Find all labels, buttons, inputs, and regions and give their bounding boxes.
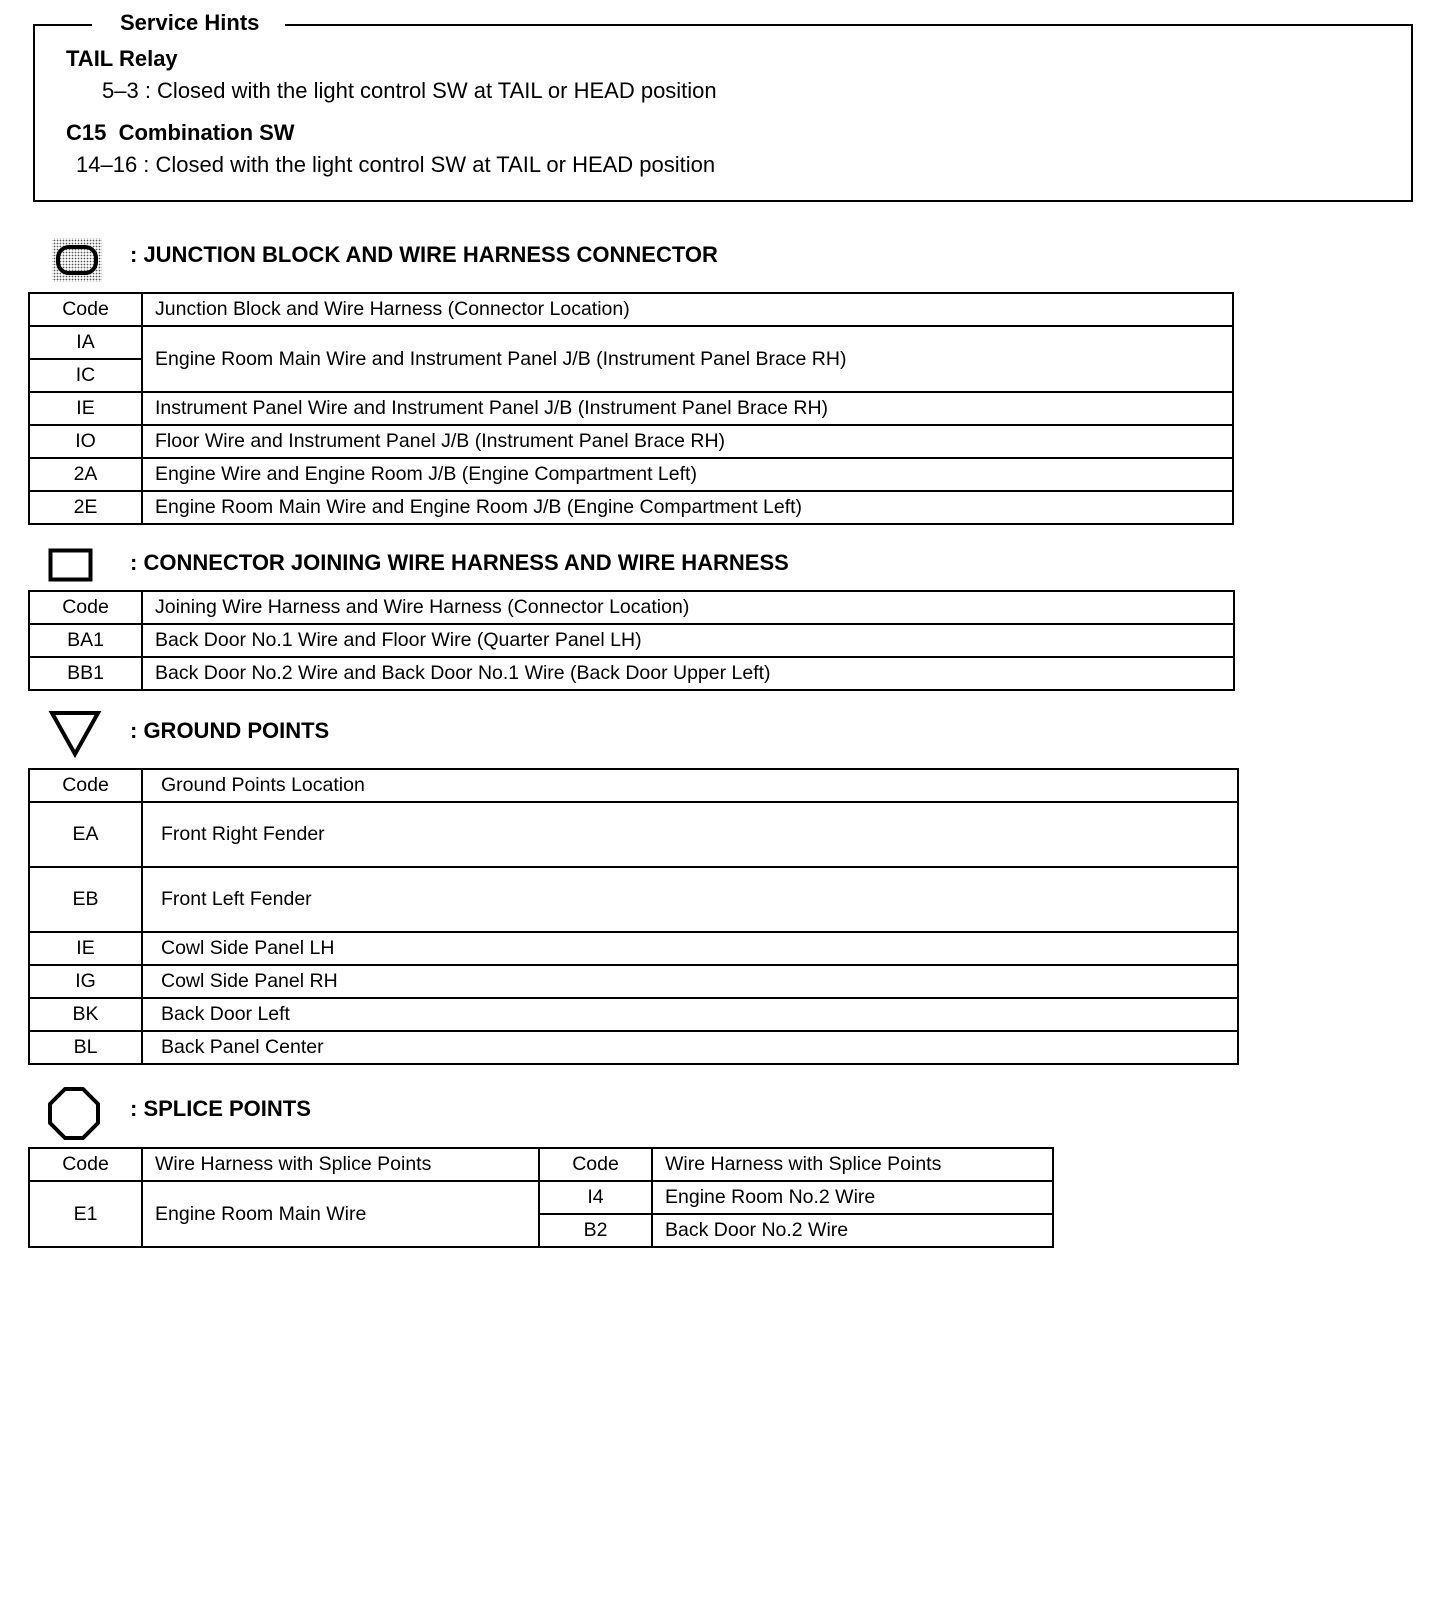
splice-table bbox=[28, 1147, 1054, 1248]
table-row bbox=[29, 932, 1238, 965]
connector-section-title: : CONNECTOR JOINING WIRE HARNESS AND WIRE HARNESS bbox=[130, 550, 789, 575]
table-row bbox=[29, 458, 1233, 491]
table-row bbox=[29, 425, 1233, 458]
code-cell: 2A bbox=[29, 458, 142, 491]
code-cell: E1 bbox=[29, 1181, 142, 1247]
table-row bbox=[29, 326, 1233, 359]
code-header: Code bbox=[29, 591, 142, 624]
table-row bbox=[29, 998, 1238, 1031]
table-row bbox=[29, 965, 1238, 998]
description-cell: Engine Wire and Engine Room J/B (Engine Compartment Left) bbox=[142, 458, 1233, 491]
code-cell: IE bbox=[29, 932, 142, 965]
code-header: Code bbox=[539, 1148, 652, 1181]
code-cell: BA1 bbox=[29, 624, 142, 657]
description-header: Junction Block and Wire Harness (Connector Location) bbox=[142, 293, 1233, 326]
splice-octagon-icon bbox=[46, 1086, 104, 1144]
table-header-row bbox=[29, 1148, 1053, 1181]
code-cell: IA bbox=[29, 326, 142, 359]
connector-square-icon bbox=[48, 548, 96, 584]
code-cell: IO bbox=[29, 425, 142, 458]
code-header: Code bbox=[29, 1148, 142, 1181]
hint-text-combination-sw: 14–16 : Closed with the light control SW at TAIL or HEAD position bbox=[76, 152, 716, 177]
ground-section-title: : GROUND POINTS bbox=[130, 718, 330, 743]
code-cell: BB1 bbox=[29, 657, 142, 690]
service-hints-title: Service Hints bbox=[92, 10, 285, 36]
code-cell: B2 bbox=[539, 1214, 652, 1247]
description-cell: Front Left Fender bbox=[142, 867, 1238, 932]
description-header: Ground Points Location bbox=[142, 769, 1238, 802]
description-header: Wire Harness with Splice Points bbox=[142, 1148, 539, 1181]
description-cell: Back Door No.1 Wire and Floor Wire (Quarter Panel LH) bbox=[142, 624, 1234, 657]
code-cell: BK bbox=[29, 998, 142, 1031]
table-row bbox=[29, 1181, 1053, 1214]
table-row bbox=[29, 867, 1238, 932]
code-header: Code bbox=[29, 769, 142, 802]
description-cell: Engine Room Main Wire and Engine Room J/B (Engine Compartment Left) bbox=[142, 491, 1233, 524]
code-cell: EA bbox=[29, 802, 142, 867]
table-row bbox=[29, 657, 1234, 690]
table-header-row bbox=[29, 591, 1234, 624]
description-cell: Cowl Side Panel RH bbox=[142, 965, 1238, 998]
hint-text-tail-relay: 5–3 : Closed with the light control SW at TAIL or HEAD position bbox=[102, 78, 717, 103]
table-row bbox=[29, 802, 1238, 867]
junction-block-icon bbox=[50, 236, 106, 284]
junction-table bbox=[28, 292, 1234, 525]
splice-section-title: : SPLICE POINTS bbox=[130, 1096, 311, 1121]
connector-table bbox=[28, 590, 1235, 691]
description-cell: Cowl Side Panel LH bbox=[142, 932, 1238, 965]
table-row bbox=[29, 491, 1233, 524]
description-cell: Back Panel Center bbox=[142, 1031, 1238, 1064]
description-cell: Instrument Panel Wire and Instrument Panel J/B (Instrument Panel Brace RH) bbox=[142, 392, 1233, 425]
ground-table bbox=[28, 768, 1239, 1065]
table-row bbox=[29, 392, 1233, 425]
code-cell: EB bbox=[29, 867, 142, 932]
code-header: Code bbox=[29, 293, 142, 326]
description-header: Joining Wire Harness and Wire Harness (Connector Location) bbox=[142, 591, 1234, 624]
description-cell: Engine Room Main Wire and Instrument Panel J/B (Instrument Panel Brace RH) bbox=[142, 326, 1233, 392]
description-header: Wire Harness with Splice Points bbox=[652, 1148, 1053, 1181]
junction-section-title: : JUNCTION BLOCK AND WIRE HARNESS CONNECTOR bbox=[130, 242, 718, 267]
description-cell: Back Door Left bbox=[142, 998, 1238, 1031]
description-cell: Back Door No.2 Wire bbox=[652, 1214, 1053, 1247]
description-cell: Front Right Fender bbox=[142, 802, 1238, 867]
ground-triangle-icon bbox=[48, 710, 104, 758]
table-row bbox=[29, 624, 1234, 657]
description-cell: Floor Wire and Instrument Panel J/B (Instrument Panel Brace RH) bbox=[142, 425, 1233, 458]
description-cell: Engine Room Main Wire bbox=[142, 1181, 539, 1247]
table-row bbox=[29, 1031, 1238, 1064]
code-cell: IG bbox=[29, 965, 142, 998]
table-header-row bbox=[29, 769, 1238, 802]
code-cell: IC bbox=[29, 359, 142, 392]
description-cell: Back Door No.2 Wire and Back Door No.1 Wire (Back Door Upper Left) bbox=[142, 657, 1234, 690]
code-cell: IE bbox=[29, 392, 142, 425]
hint-heading-tail-relay: TAIL Relay bbox=[66, 46, 178, 71]
code-cell: BL bbox=[29, 1031, 142, 1064]
hint-heading-combination-sw: C15 Combination SW bbox=[66, 120, 295, 145]
code-cell: I4 bbox=[539, 1181, 652, 1214]
table-header-row bbox=[29, 293, 1233, 326]
description-cell: Engine Room No.2 Wire bbox=[652, 1181, 1053, 1214]
code-cell: 2E bbox=[29, 491, 142, 524]
